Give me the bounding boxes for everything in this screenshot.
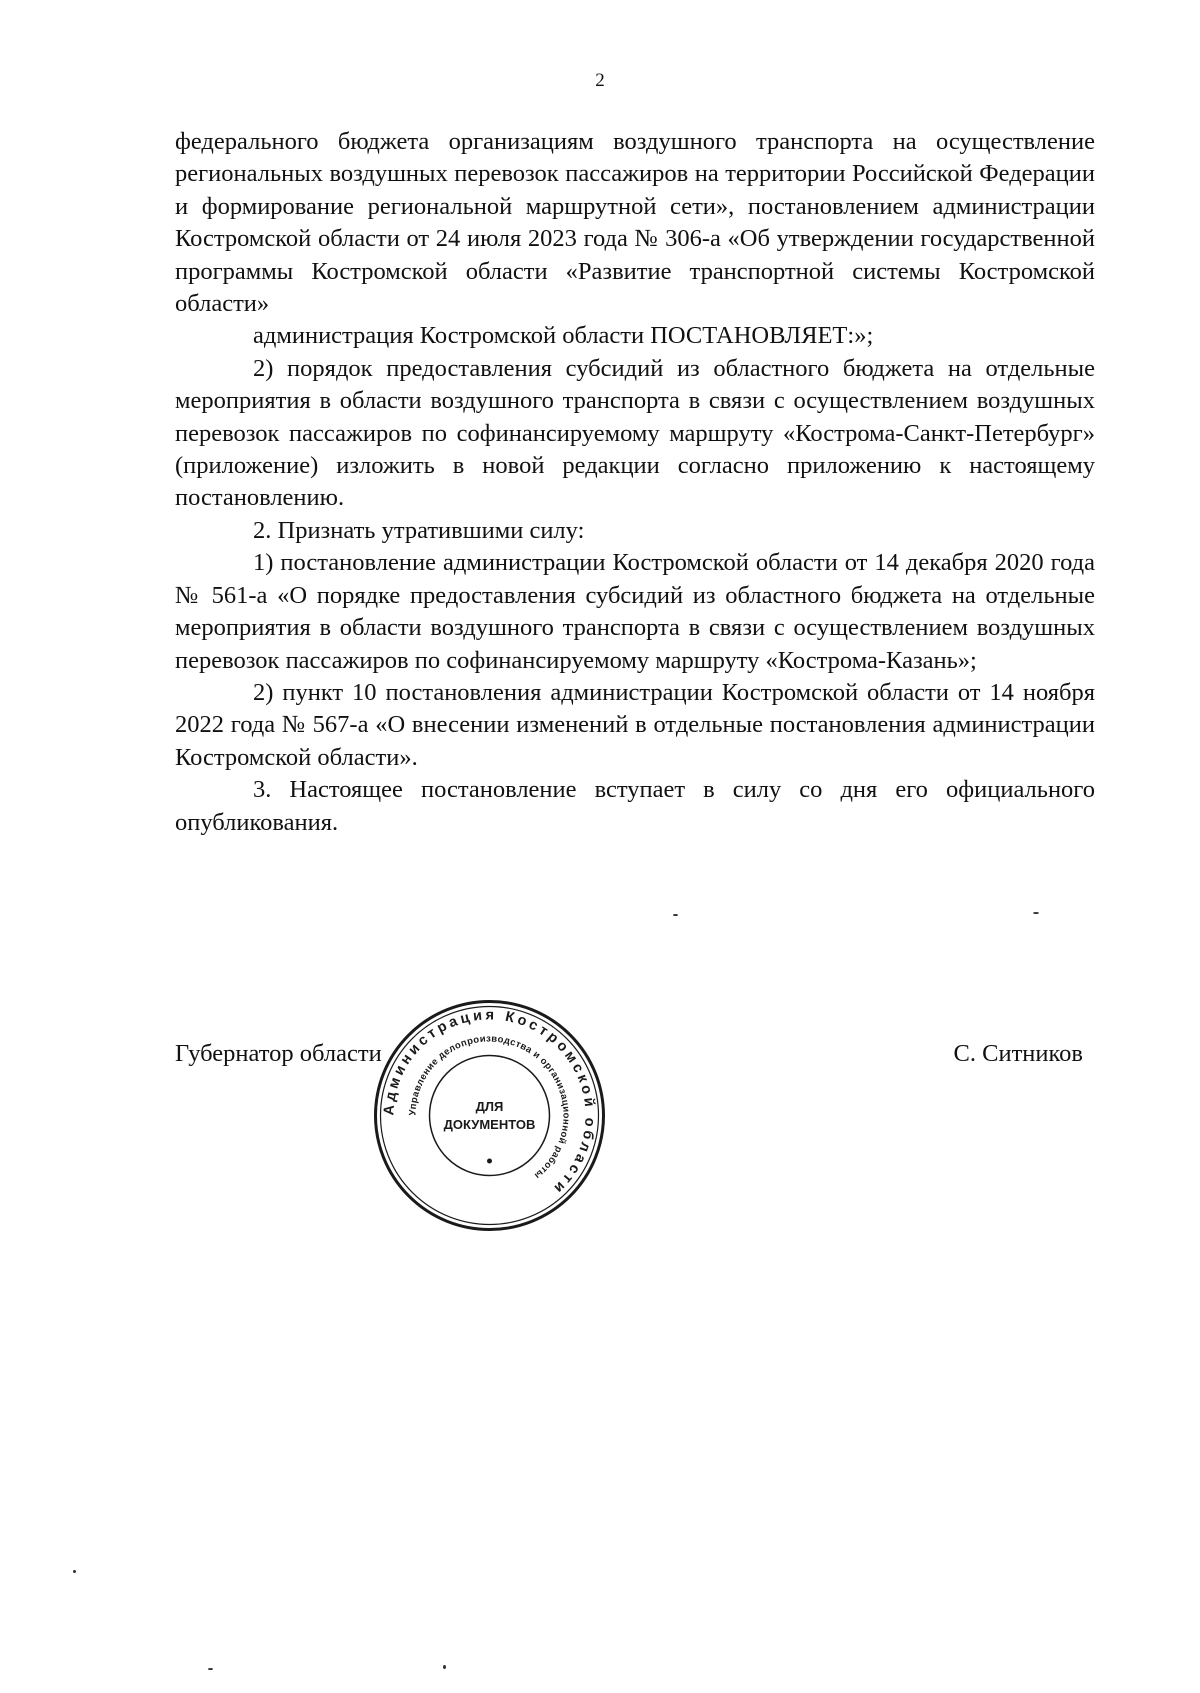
paragraph: 2. Признать утратившими силу: [253,516,585,544]
seal-center-line2: ДОКУМЕНТОВ [443,1117,536,1132]
signatory-title: Губернатор области [175,1040,382,1067]
paragraph: федерального бюджета организациям воздушного транспорта на осуществление региональных воздушных перевозок пассажиров на территории Российской Федерации и формирование региональной маршрутной сети», постановлением администрации Костромской области от 24 июля 2023 года № 306-а «Об утверждении государственной программы Костромской области «Развитие транспортной системы Костромской области» [175,128,1095,318]
paragraph: 2) порядок предоставления субсидий из областного бюджета на отдельные мероприятия в области воздушного транспорта в связи с осуществлением воздушных перевозок пассажиров по софинансируемому маршруту «Кострома-Санкт-Петербург» (приложение) изложить в новой редакции согласно приложению к настоящему постановлению. [175,354,1095,512]
paragraph: 1) постановление администрации Костромской области от 14 декабря 2020 года № 561-а «О порядке предоставления субсидий из областного бюджета на отдельные мероприятия в области воздушного транспорта в связи с осуществлением воздушных перевозок пассажиров по софинансируемому маршруту «Кострома-Казань»; [175,549,1095,674]
seal-icon [372,998,607,1233]
seal-inner-text: Управление делопроизводства и организационной работы [407,1033,572,1182]
document-body [175,126,1095,839]
scan-speck [1033,912,1039,914]
signatory-name: С. Ситников [953,1040,1083,1067]
paragraph: администрация Костромской области ПОСТАНОВЛЯЕТ:»; [253,322,874,350]
scan-speck [443,1665,446,1669]
seal-center-line1: ДЛЯ [475,1099,504,1114]
official-seal [372,998,607,1233]
paragraph: 3. Настоящее постановление вступает в силу со дня его официального опубликования. [175,776,1095,836]
scan-speck [208,1668,213,1670]
scan-speck [73,1570,76,1573]
scan-speck [673,914,678,916]
page-number: 2 [595,70,605,91]
paragraph: 2) пункт 10 постановления администрации Костромской области от 14 ноября 2022 года № 567-а «О внесении изменений в отдельные постановления администрации Костромской области». [175,678,1095,771]
seal-outer-text: Администрация Костромской области [381,1007,598,1199]
